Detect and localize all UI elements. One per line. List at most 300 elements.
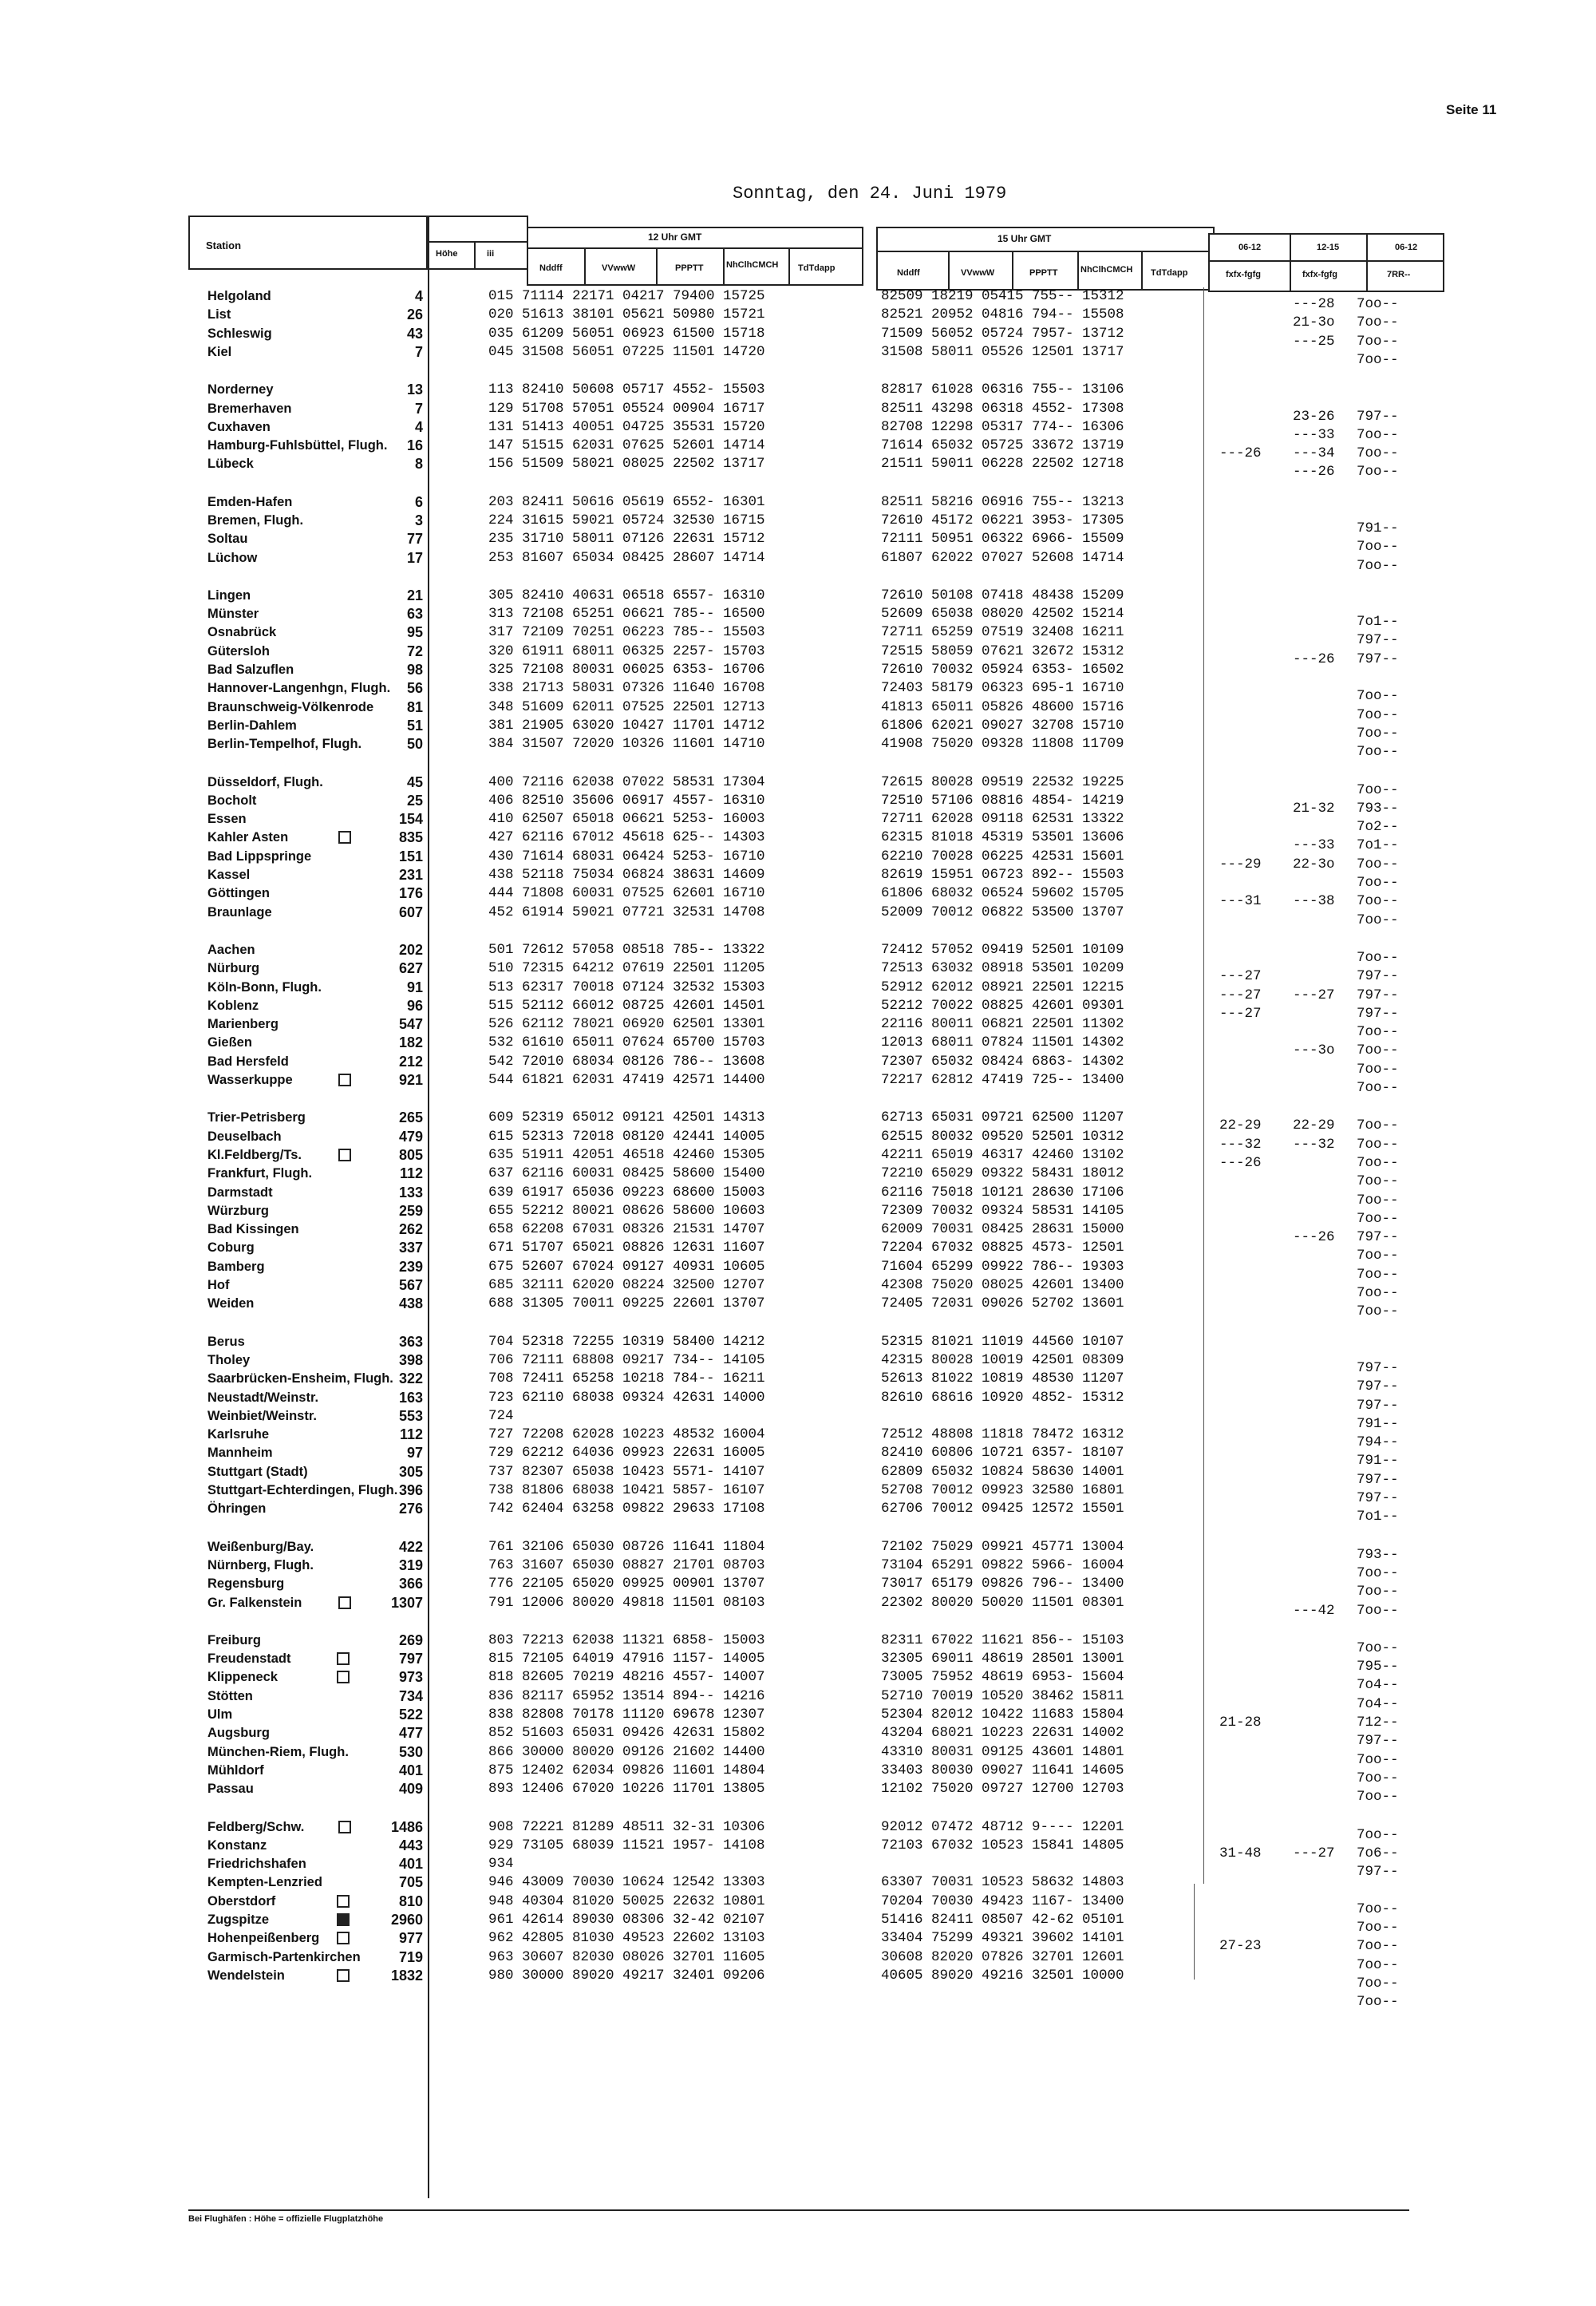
- station-height: 443: [398, 1837, 423, 1853]
- station-name: Passau: [207, 1782, 254, 1796]
- station-height: 396: [398, 1482, 423, 1498]
- extreme-c2: 21-3o: [1293, 314, 1335, 330]
- obs-15utc: 12013 68011 07824 11501 14302: [881, 1034, 1124, 1050]
- table-row: [207, 643, 1404, 667]
- obs-15utc: 72405 72031 09026 52702 13601: [881, 1295, 1124, 1311]
- obs-15utc: 52613 81022 10819 48530 11207: [881, 1371, 1124, 1386]
- station-name: Freiburg: [207, 1633, 261, 1647]
- table-row: [207, 325, 1404, 350]
- square-icon: [337, 1932, 350, 1944]
- obs-12utc: 400 72116 62038 07022 58531 17304: [488, 774, 765, 790]
- table-row: [207, 1053, 1404, 1078]
- obs-15utc: 82511 58216 06916 755-- 13213: [881, 494, 1124, 510]
- station-name: Coburg: [207, 1240, 255, 1255]
- table-row: [207, 1258, 1404, 1283]
- station-height: 259: [398, 1203, 423, 1219]
- station-name: Bremerhaven: [207, 401, 292, 416]
- extreme-c3: 797--: [1357, 1360, 1399, 1376]
- extreme-c3: 7o2--: [1357, 819, 1399, 835]
- header-hoehe-box: [428, 216, 528, 270]
- extreme-c3: 797--: [1357, 632, 1399, 648]
- obs-12utc: 658 62208 67031 08326 21531 14707: [488, 1221, 765, 1237]
- station-name: Lübeck: [207, 457, 254, 471]
- station-name: Trier-Petrisberg: [207, 1110, 306, 1125]
- station-height: 6: [414, 494, 423, 510]
- station-height: 95: [406, 624, 423, 640]
- obs-15utc: 82511 43298 06318 4552- 17308: [881, 401, 1124, 417]
- station-height: 1486: [390, 1819, 423, 1835]
- obs-15utc: 72510 57106 08816 4854- 14219: [881, 793, 1124, 809]
- station-name: Norderney: [207, 382, 274, 397]
- extreme-c2: ---34: [1293, 445, 1335, 461]
- extreme-c3: 7oo--: [1357, 1770, 1399, 1786]
- extreme-c3: 797--: [1357, 968, 1399, 984]
- obs-15utc: 62713 65031 09721 62500 11207: [881, 1109, 1124, 1125]
- obs-15utc: 72610 45172 06221 3953- 17305: [881, 512, 1124, 528]
- filled-square-icon: [337, 1913, 350, 1926]
- extreme-c1: 27-23: [1219, 1938, 1262, 1954]
- extreme-c3: 7oo--: [1357, 1752, 1399, 1768]
- square-icon: [337, 1895, 350, 1908]
- obs-15utc: 62515 80032 09520 52501 10312: [881, 1129, 1124, 1145]
- station-height: 522: [398, 1707, 423, 1723]
- table-row: [207, 437, 1404, 461]
- extreme-c3: 7oo--: [1357, 1920, 1399, 1936]
- obs-12utc: 427 62116 67012 45618 625-- 14303: [488, 829, 765, 845]
- extreme-c3: 797--: [1357, 409, 1399, 425]
- extreme-c3: 7oo--: [1357, 1137, 1399, 1153]
- table-row: [207, 1873, 1404, 1891]
- obs-12utc: 501 72612 57058 08518 785-- 13322: [488, 942, 765, 958]
- station-height: 607: [398, 904, 423, 920]
- station-height: 212: [398, 1054, 423, 1070]
- obs-12utc: 348 51609 62011 07525 22501 12713: [488, 699, 765, 715]
- station-height: 8: [414, 456, 423, 472]
- extreme-c2: ---33: [1293, 837, 1335, 853]
- station-name: Deuselbach: [207, 1129, 282, 1144]
- header-iii: iii: [487, 249, 495, 259]
- obs-12utc: 963 30607 82030 08026 32701 11605: [488, 1949, 765, 1965]
- h-s2: fxfx-fgfg: [1302, 270, 1337, 279]
- h15-vvwww: VVwwW: [961, 268, 995, 278]
- obs-12utc: 320 61911 68011 06325 2257- 15703: [488, 643, 765, 659]
- table-row: [207, 1444, 1404, 1469]
- extreme-c3: 793--: [1357, 1547, 1399, 1563]
- table-row: [207, 1967, 1404, 1992]
- extreme-c2: ---27: [1293, 1845, 1335, 1861]
- obs-15utc: 72204 67032 08825 4573- 12501: [881, 1240, 1124, 1256]
- extreme-c2: ---26: [1293, 651, 1335, 667]
- table-row: [207, 530, 1404, 555]
- square-icon: [338, 1821, 351, 1833]
- table-row: [207, 1893, 1404, 1917]
- station-name: Göttingen: [207, 886, 270, 900]
- obs-15utc: 72513 63032 08918 53501 10209: [881, 960, 1124, 976]
- station-height: 1832: [390, 1968, 423, 1984]
- station-name: Würzburg: [207, 1204, 269, 1218]
- obs-12utc: 737 82307 65038 10423 5571- 14107: [488, 1464, 765, 1480]
- table-row: [207, 455, 1404, 480]
- station-height: 112: [399, 1426, 423, 1442]
- obs-12utc: 655 52212 80021 08626 58600 10603: [488, 1203, 765, 1219]
- obs-15utc: 72307 65032 08424 6863- 14302: [881, 1054, 1124, 1070]
- station-name: Cuxhaven: [207, 420, 271, 434]
- extreme-c1: ---27: [1219, 1006, 1262, 1022]
- station-name: Wendelstein: [207, 1968, 285, 1983]
- table-row: [207, 1575, 1404, 1600]
- station-name: Emden-Hafen: [207, 495, 293, 509]
- obs-12utc: 639 61917 65036 09223 68600 15003: [488, 1185, 765, 1200]
- station-name: Braunlage: [207, 905, 272, 920]
- extreme-c3: 7oo--: [1357, 1285, 1399, 1301]
- station-height: 401: [398, 1856, 423, 1872]
- extreme-c3: 7oo--: [1357, 1155, 1399, 1171]
- station-name: Gr. Falkenstein: [207, 1596, 302, 1610]
- table-row: [207, 587, 1404, 604]
- obs-15utc: 62009 70031 08425 28631 15000: [881, 1221, 1124, 1237]
- obs-15utc: 82619 15951 06723 892-- 15503: [881, 867, 1124, 883]
- table-row: [207, 1015, 1404, 1040]
- obs-12utc: 875 12402 62034 09826 11601 14804: [488, 1762, 765, 1778]
- obs-15utc: 41908 75020 09328 11808 11709: [881, 736, 1124, 752]
- station-height: 163: [398, 1390, 423, 1406]
- h15-nh: NhClhCMCH: [1080, 265, 1133, 275]
- station-height: 276: [398, 1501, 423, 1517]
- extreme-c1: 21-28: [1219, 1715, 1262, 1730]
- obs-15utc: 71604 65299 09922 786-- 19303: [881, 1259, 1124, 1275]
- extreme-c3: 7oo--: [1357, 1565, 1399, 1581]
- station-height: 479: [398, 1129, 423, 1145]
- obs-15utc: 72610 50108 07418 48438 15209: [881, 587, 1124, 603]
- obs-15utc: 52912 62012 08921 22501 12215: [881, 979, 1124, 995]
- table-row: [207, 1463, 1404, 1488]
- extreme-c3: 7oo--: [1357, 296, 1399, 312]
- station-height: 319: [398, 1557, 423, 1573]
- obs-15utc: 52304 82012 10422 11683 15804: [881, 1707, 1124, 1723]
- h-c2: 12-15: [1317, 243, 1340, 252]
- station-name: Nürburg: [207, 961, 260, 975]
- obs-12utc: 685 32111 62020 08224 32500 12707: [488, 1277, 765, 1293]
- table-row: [207, 1276, 1404, 1301]
- station-height: 810: [398, 1893, 423, 1909]
- obs-15utc: 72210 65029 09322 58431 18012: [881, 1165, 1124, 1181]
- extreme-c3: 797--: [1357, 1472, 1399, 1488]
- station-name: Hof: [207, 1278, 230, 1292]
- obs-12utc: 438 52118 75034 06824 38631 14609: [488, 867, 765, 883]
- extreme-c3: 7oo--: [1357, 427, 1399, 443]
- obs-12utc: 526 62112 78021 06920 62501 13301: [488, 1016, 765, 1032]
- table-row: [207, 661, 1404, 678]
- extreme-c3: 7oo--: [1357, 1827, 1399, 1843]
- extreme-c2: ---38: [1293, 893, 1335, 909]
- header-15utc-box: [876, 227, 1215, 291]
- station-height: 477: [398, 1725, 423, 1741]
- table-row: [207, 287, 1404, 312]
- table-row: [207, 1071, 1404, 1096]
- station-height: 530: [398, 1744, 423, 1760]
- square-icon: [338, 1074, 351, 1086]
- station-height: 422: [398, 1539, 423, 1555]
- extreme-c3: 7oo--: [1357, 558, 1399, 574]
- table-row: [207, 884, 1404, 909]
- table-row: [207, 698, 1404, 723]
- station-height: 151: [398, 848, 423, 864]
- station-name: Weißenburg/Bay.: [207, 1540, 314, 1554]
- obs-12utc: 961 42614 89030 08306 32-42 02107: [488, 1912, 765, 1928]
- table-row: [207, 1333, 1404, 1351]
- extreme-c3: 7oo--: [1357, 726, 1399, 742]
- obs-12utc: 675 52607 67024 09127 40931 10605: [488, 1259, 765, 1275]
- obs-15utc: 33403 80030 09027 11641 14605: [881, 1762, 1124, 1778]
- station-name: Stötten: [207, 1689, 253, 1703]
- station-name: List: [207, 307, 231, 322]
- station-height: 438: [398, 1295, 423, 1311]
- h15-tt: TdTdapp: [1151, 268, 1188, 278]
- obs-15utc: 73017 65179 09826 796-- 13400: [881, 1576, 1124, 1592]
- table-row: [207, 1034, 1404, 1058]
- obs-12utc: 946 43009 70030 10624 12542 13303: [488, 1874, 765, 1890]
- station-height: 17: [406, 550, 423, 566]
- station-height: 3: [414, 512, 423, 528]
- station-name: München-Riem, Flugh.: [207, 1745, 349, 1759]
- station-height: 2960: [390, 1912, 423, 1928]
- extreme-c3: 7oo--: [1357, 1267, 1399, 1283]
- extreme-c2: ---3o: [1293, 1042, 1335, 1058]
- h12-pppt: PPPTT: [675, 263, 704, 273]
- obs-15utc: 82610 68616 10920 4852- 15312: [881, 1390, 1124, 1406]
- obs-15utc: 61807 62022 07027 52608 14714: [881, 550, 1124, 566]
- extreme-c3: 7oo--: [1357, 539, 1399, 555]
- extreme-c1: ---29: [1219, 856, 1262, 872]
- station-height: 239: [398, 1259, 423, 1275]
- obs-15utc: 22116 80011 06821 22501 11302: [881, 1016, 1124, 1032]
- obs-12utc: 317 72109 70251 06223 785-- 15503: [488, 624, 765, 640]
- station-name: Hamburg-Fuhlsbüttel, Flugh.: [207, 438, 388, 453]
- station-name: Hohenpeißenberg: [207, 1931, 320, 1945]
- table-row: [207, 810, 1404, 835]
- station-height: 97: [406, 1445, 423, 1461]
- table-row: [207, 1202, 1404, 1227]
- extreme-c3: 7o1--: [1357, 837, 1399, 853]
- station-height: 553: [398, 1408, 423, 1424]
- obs-12utc: 609 52319 65012 09121 42501 14313: [488, 1109, 765, 1125]
- station-height: 305: [398, 1464, 423, 1480]
- station-height: 366: [398, 1576, 423, 1592]
- obs-12utc: 704 52318 72255 10319 58400 14212: [488, 1334, 765, 1350]
- table-row: [207, 1632, 1404, 1656]
- obs-15utc: 22302 80020 50020 11501 08301: [881, 1595, 1124, 1611]
- obs-12utc: 671 51707 65021 08826 12631 11607: [488, 1240, 765, 1256]
- obs-12utc: 542 72010 68034 08126 786-- 13608: [488, 1054, 765, 1070]
- obs-15utc: 63307 70031 10523 58632 14803: [881, 1874, 1124, 1890]
- extreme-c3: 7oo--: [1357, 875, 1399, 891]
- table-row: [207, 1650, 1404, 1675]
- station-height: 973: [398, 1669, 423, 1685]
- station-name: Karlsruhe: [207, 1427, 270, 1442]
- table-row: [207, 1687, 1404, 1712]
- extreme-c3: 7oo--: [1357, 1976, 1399, 1992]
- extreme-c3: 7o4--: [1357, 1677, 1399, 1693]
- obs-15utc: 62315 81018 45319 53501 13606: [881, 829, 1124, 845]
- station-height: 1307: [390, 1595, 423, 1611]
- table-row: [207, 1724, 1404, 1749]
- obs-15utc: 73005 75952 48619 6953- 15604: [881, 1669, 1124, 1685]
- obs-12utc: 836 82117 65952 13514 894-- 14216: [488, 1688, 765, 1704]
- obs-15utc: 33404 75299 49321 39602 14101: [881, 1930, 1124, 1946]
- obs-15utc: 71614 65032 05725 33672 13719: [881, 437, 1124, 453]
- obs-15utc: 82817 61028 06316 755-- 13106: [881, 382, 1124, 398]
- extreme-c2: ---28: [1293, 296, 1335, 312]
- table-row: [207, 1743, 1404, 1768]
- station-name: Aachen: [207, 943, 255, 957]
- obs-12utc: 515 52112 66012 08725 42601 14501: [488, 998, 765, 1014]
- obs-15utc: 51416 82411 08507 42-62 05101: [881, 1912, 1124, 1928]
- table-row: [207, 1929, 1404, 1954]
- extreme-c1: ---27: [1219, 968, 1262, 984]
- table-row: [207, 959, 1404, 984]
- obs-15utc: 42308 75020 08025 42601 13400: [881, 1277, 1124, 1293]
- extreme-c2: 23-26: [1293, 409, 1335, 425]
- page-title: Sonntag, den 24. Juni 1979: [733, 184, 1007, 204]
- obs-15utc: 72515 58059 07621 32672 15312: [881, 643, 1124, 659]
- h-s3: 7RR--: [1387, 270, 1411, 279]
- table-row: [207, 1407, 1404, 1432]
- table-row: [207, 979, 1404, 1003]
- extreme-c3: 712--: [1357, 1715, 1399, 1730]
- extreme-c2: ---25: [1293, 334, 1335, 350]
- extreme-c3: 7oo--: [1357, 1994, 1399, 2010]
- table-row: [207, 904, 1404, 928]
- obs-15utc: 40605 89020 49216 32501 10000: [881, 1968, 1124, 1984]
- station-name: Marienberg: [207, 1017, 279, 1031]
- obs-12utc: 723 62110 68038 09324 42631 14000: [488, 1390, 765, 1406]
- station-height: 25: [406, 793, 423, 809]
- obs-12utc: 444 71808 60031 07525 62601 16710: [488, 885, 765, 901]
- station-height: 547: [398, 1016, 423, 1032]
- obs-15utc: 72309 70032 09324 58531 14105: [881, 1203, 1124, 1219]
- station-name: Augsburg: [207, 1726, 270, 1740]
- obs-15utc: 52710 70019 10520 38462 15811: [881, 1688, 1124, 1704]
- station-name: Wasserkuppe: [207, 1073, 293, 1087]
- station-name: Hannover-Langenhgn, Flugh.: [207, 681, 391, 695]
- extreme-c1: ---32: [1219, 1137, 1262, 1153]
- table-row: [207, 1184, 1404, 1208]
- extreme-c3: 791--: [1357, 1453, 1399, 1469]
- station-name: Kiel: [207, 345, 232, 359]
- table-row: [207, 1538, 1404, 1563]
- extreme-c3: 7o1--: [1357, 1509, 1399, 1525]
- obs-12utc: 313 72108 65251 06621 785-- 16500: [488, 606, 765, 622]
- extreme-c3: 7oo--: [1357, 1603, 1399, 1619]
- table-row: [207, 717, 1404, 742]
- table-row: [207, 1837, 1404, 1861]
- station-height: 16: [406, 437, 423, 453]
- obs-12utc: 818 82605 70219 48216 4557- 14007: [488, 1669, 765, 1685]
- extreme-c3: 7oo--: [1357, 1957, 1399, 1973]
- square-icon: [338, 1149, 351, 1161]
- header-12utc: 12 Uhr GMT: [648, 231, 702, 243]
- station-name: Koblenz: [207, 999, 259, 1013]
- extreme-c3: 7oo--: [1357, 1938, 1399, 1954]
- obs-12utc: 430 71614 68031 06424 5253- 16710: [488, 848, 765, 864]
- header-hoehe: Höhe: [436, 249, 458, 259]
- station-height: 719: [398, 1949, 423, 1965]
- table-row: [207, 1370, 1404, 1394]
- extreme-c2: ---33: [1293, 427, 1335, 443]
- obs-15utc: 82410 60806 10721 6357- 18107: [881, 1445, 1124, 1461]
- obs-15utc: 70204 70030 49423 1167- 13400: [881, 1893, 1124, 1909]
- obs-12utc: 852 51603 65031 09426 42631 15802: [488, 1725, 765, 1741]
- extreme-c2: ---32: [1293, 1137, 1335, 1153]
- station-height: 81: [406, 699, 423, 715]
- obs-12utc: 738 81806 68038 10421 5857- 16107: [488, 1482, 765, 1498]
- station-height: 72: [406, 643, 423, 659]
- extreme-c3: 7oo--: [1357, 1062, 1399, 1078]
- station-name: Kempten-Lenzried: [207, 1875, 322, 1889]
- extreme-c3: 794--: [1357, 1434, 1399, 1450]
- extreme-c3: 7oo--: [1357, 334, 1399, 350]
- station-height: 112: [399, 1165, 423, 1181]
- obs-15utc: 52009 70012 06822 53500 13707: [881, 904, 1124, 920]
- station-name: Essen: [207, 812, 247, 826]
- table-row: [207, 1426, 1404, 1450]
- obs-15utc: 92012 07472 48712 9---- 12201: [881, 1819, 1124, 1835]
- obs-12utc: 929 73105 68039 11521 1957- 14108: [488, 1837, 765, 1853]
- footnote: Bei Flughäfen : Höhe = offizielle Flugplatzhöhe: [188, 2214, 384, 2224]
- extreme-c3: 7oo--: [1357, 856, 1399, 872]
- extreme-c1: ---31: [1219, 893, 1262, 909]
- obs-15utc: 41813 65011 05826 48600 15716: [881, 699, 1124, 715]
- station-name: Konstanz: [207, 1838, 267, 1853]
- station-name: Ulm: [207, 1707, 233, 1722]
- table-row: [207, 1351, 1404, 1376]
- obs-12utc: 253 81607 65034 08425 28607 14714: [488, 550, 765, 566]
- extreme-c3: 7oo--: [1357, 1248, 1399, 1264]
- station-name: Friedrichshafen: [207, 1857, 306, 1871]
- extreme-c3: 7oo--: [1357, 1173, 1399, 1189]
- station-name: Zugspitze: [207, 1912, 269, 1927]
- obs-15utc: 62809 65032 10824 58630 14001: [881, 1464, 1124, 1480]
- station-height: 26: [406, 307, 423, 322]
- station-name: Berus: [207, 1335, 245, 1349]
- obs-15utc: 72610 70032 05924 6353- 16502: [881, 662, 1124, 678]
- obs-12utc: 688 31305 70011 09225 22601 13707: [488, 1295, 765, 1311]
- station-name: Lüchow: [207, 551, 258, 565]
- obs-15utc: 72512 48808 11818 78472 16312: [881, 1426, 1124, 1442]
- extreme-c2: ---42: [1293, 1603, 1335, 1619]
- page-number: Seite 11: [1446, 102, 1497, 117]
- station-name: Kahler Asten: [207, 830, 289, 844]
- obs-15utc: 72111 50951 06322 6966- 15509: [881, 531, 1124, 547]
- obs-15utc: 82708 12298 05317 774-- 16306: [881, 419, 1124, 435]
- station-height: 182: [398, 1034, 423, 1050]
- station-name: Kassel: [207, 868, 251, 882]
- extreme-c3: 7oo--: [1357, 1193, 1399, 1208]
- table-row: [207, 418, 1404, 443]
- station-name: Frankfurt, Flugh.: [207, 1166, 313, 1181]
- station-height: 77: [406, 531, 423, 547]
- station-height: 50: [406, 736, 423, 752]
- station-height: 398: [398, 1352, 423, 1368]
- table-row: [207, 381, 1404, 398]
- h-c1: 06-12: [1238, 243, 1262, 252]
- header-extremes-box: [1208, 233, 1444, 292]
- extreme-c3: 797--: [1357, 651, 1399, 667]
- extreme-c3: 7oo--: [1357, 950, 1399, 966]
- extreme-c3: 7oo--: [1357, 1640, 1399, 1656]
- table-row: [207, 1239, 1404, 1264]
- station-height: 4: [414, 419, 423, 435]
